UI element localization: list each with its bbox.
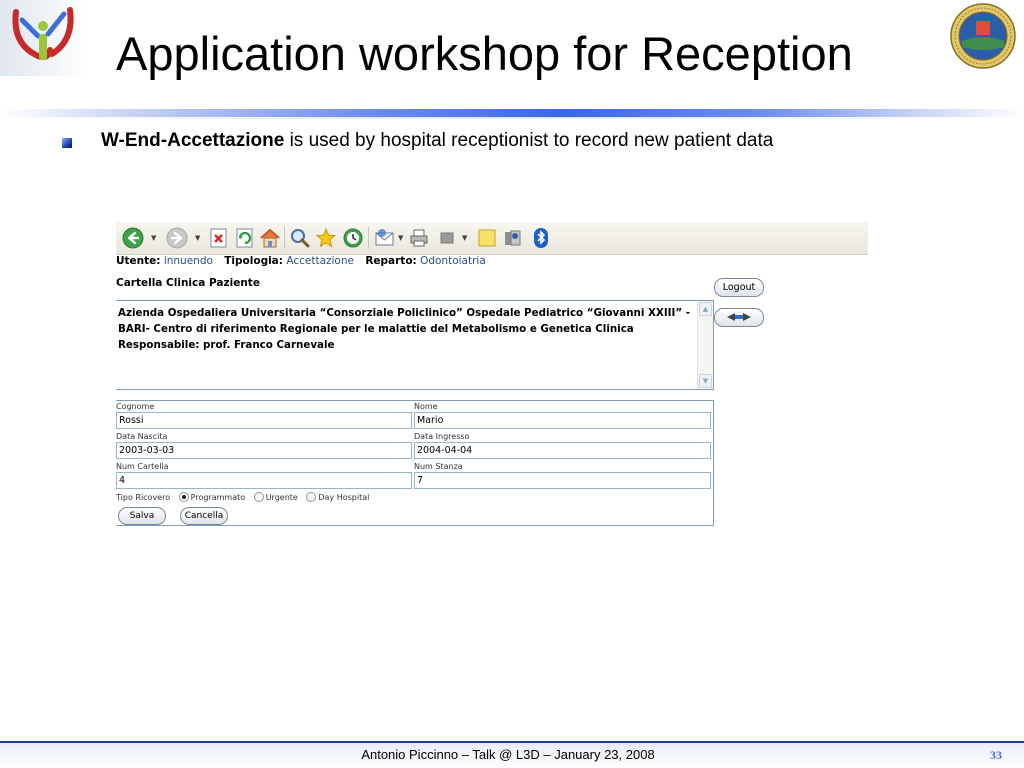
bullet-app-name: W-End-Accettazione <box>101 130 285 151</box>
bluetooth-icon[interactable] <box>530 227 552 249</box>
footer-text: Antonio Piccinno – Talk @ L3D – January 23, 2008 <box>361 747 655 762</box>
radio-day-hospital-label: Day Hospital <box>318 493 370 502</box>
hospital-info-text: Azienda Ospedaliera Universitaria “Consorziale Policlinico” Ospedale Pediatrico “Giovanni XXIII” -BARI- Centro di riferimento Regionale per le malattie del Metabolismo e Genetica Clinica Responsabile: prof. Franco Carnevale <box>118 307 690 351</box>
browser-toolbar <box>116 222 868 255</box>
stop-icon[interactable] <box>208 227 230 249</box>
textarea-scrollbar[interactable] <box>697 301 713 389</box>
tipo-ricovero-label: Tipo Ricovero <box>116 493 171 502</box>
utente-value: innuendo <box>163 255 213 267</box>
num-stanza-input[interactable]: 7 <box>414 472 711 489</box>
forward-icon[interactable] <box>166 227 188 249</box>
university-seal <box>950 3 1016 69</box>
history-icon[interactable] <box>342 227 364 249</box>
reparto-label: Reparto: <box>365 255 417 267</box>
edit-dropdown-icon[interactable]: ▼ <box>462 234 468 242</box>
tipo-ricovero-group <box>116 492 369 504</box>
data-nascita-input[interactable]: 2003-03-03 <box>116 442 412 459</box>
user-info-bar <box>116 255 494 267</box>
messenger-icon[interactable] <box>502 227 524 249</box>
toolbar-separator <box>284 227 285 249</box>
cancel-button[interactable]: Cancella <box>180 507 228 525</box>
back-dropdown-icon[interactable]: ▼ <box>151 234 157 242</box>
bullet-icon <box>62 138 72 148</box>
radio-day-hospital[interactable] <box>306 492 316 502</box>
bullet-description: is used by hospital receptionist to record new patient data <box>284 130 774 151</box>
refresh-icon[interactable] <box>234 227 256 249</box>
nome-input[interactable]: Mario <box>414 412 711 429</box>
section-title: Cartella Clinica Paziente <box>116 277 260 289</box>
favorites-icon[interactable] <box>315 227 337 249</box>
patient-form <box>116 400 714 526</box>
back-icon[interactable] <box>122 227 144 249</box>
toolbar-separator <box>368 227 369 249</box>
connect-button[interactable] <box>714 308 764 327</box>
tipologia-value: Accettazione <box>286 255 354 267</box>
reparto-value: Odontoiatria <box>420 255 486 267</box>
tipologia-label: Tipologia: <box>224 255 283 267</box>
save-button[interactable]: Salva <box>118 507 166 525</box>
num-cartella-label: Num Cartella <box>116 462 169 471</box>
data-nascita-label: Data Nascita <box>116 432 168 441</box>
slide-title: Application workshop for Reception <box>116 27 853 80</box>
forward-dropdown-icon[interactable]: ▼ <box>195 234 201 242</box>
mail-dropdown-icon[interactable]: ▼ <box>398 234 404 242</box>
scroll-down-icon[interactable]: ▼ <box>699 374 712 388</box>
num-stanza-label: Num Stanza <box>414 462 463 471</box>
home-icon[interactable] <box>259 227 281 249</box>
application-screenshot <box>116 222 868 527</box>
num-cartella-input[interactable]: 4 <box>116 472 412 489</box>
cognome-input[interactable]: Rossi <box>116 412 412 429</box>
logout-button[interactable]: Logout <box>714 278 764 297</box>
project-logo <box>0 0 86 76</box>
search-icon[interactable] <box>289 227 311 249</box>
connect-icon <box>715 309 763 326</box>
radio-urgente-label: Urgente <box>265 493 298 502</box>
data-ingresso-input[interactable]: 2004-04-04 <box>414 442 711 459</box>
notes-icon[interactable] <box>476 227 498 249</box>
cognome-label: Cognome <box>116 402 155 411</box>
nome-label: Nome <box>414 402 438 411</box>
radio-programmato-label: Programmato <box>190 493 246 502</box>
hospital-info-textarea[interactable] <box>116 300 714 390</box>
page-number: 33 <box>990 748 1002 762</box>
print-icon[interactable] <box>408 227 430 249</box>
utente-label: Utente: <box>116 255 161 267</box>
mail-icon[interactable] <box>374 227 396 249</box>
header-divider <box>0 109 1024 117</box>
radio-programmato[interactable] <box>179 492 189 502</box>
edit-icon[interactable] <box>437 227 459 249</box>
scroll-up-icon[interactable]: ▲ <box>699 302 712 316</box>
data-ingresso-label: Data Ingresso <box>414 432 470 441</box>
bullet-point <box>101 130 773 152</box>
radio-urgente[interactable] <box>254 492 264 502</box>
header-divider-shadow <box>0 117 1024 119</box>
